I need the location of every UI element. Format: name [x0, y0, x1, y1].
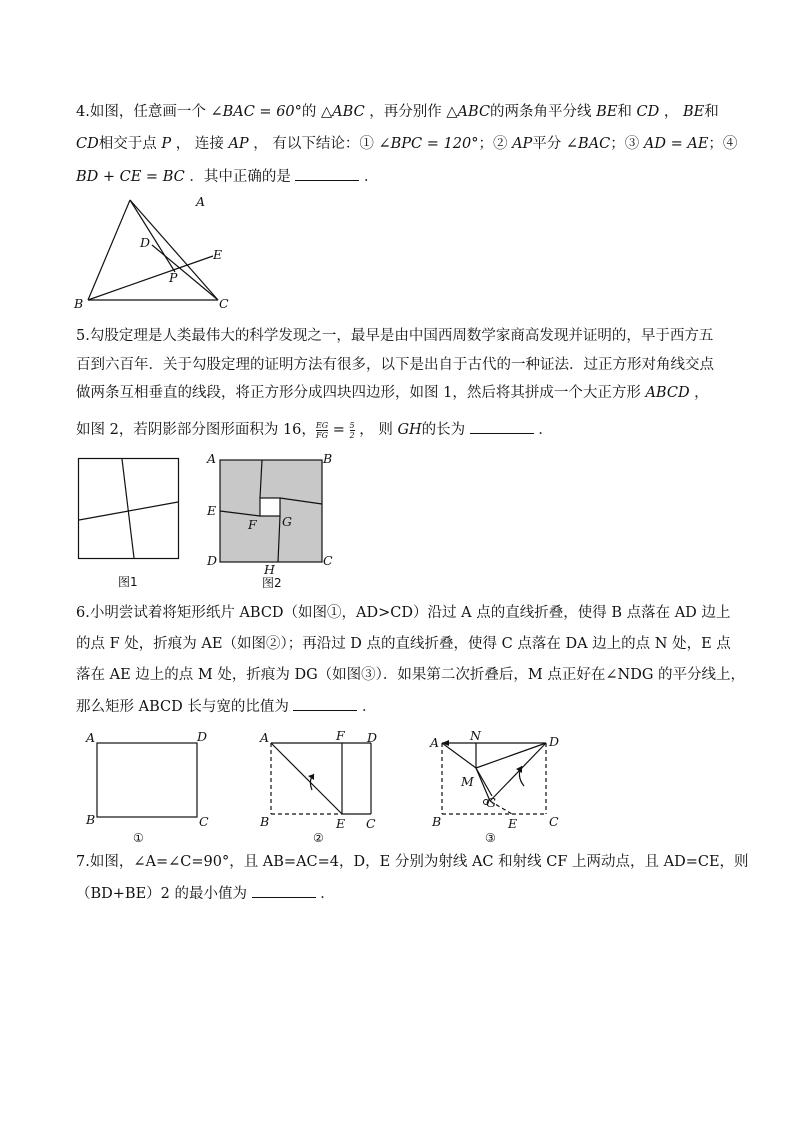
- label-e: E: [213, 247, 223, 262]
- segment-ap: [130, 200, 175, 272]
- q6-figure-2: [256, 728, 386, 846]
- q5-line-2: 百到六百年．关于勾股定理的证明方法有很多，以下是出自于古代的一种证法．过正方形对角线交点: [76, 357, 714, 373]
- q4-line-2: CD相交于点 P ， 连接 AP ， 有以下结论：① ∠BPC = 120°；② AP平分 ∠BAC；③ AD = AE；④: [76, 136, 738, 152]
- fig2-caption: ②: [313, 831, 324, 845]
- label-c: C: [549, 814, 559, 829]
- label-b: B: [323, 451, 333, 466]
- fraction-5-2: $\frac{5}{2}$: [349, 420, 355, 440]
- q6-figure-3: [430, 728, 570, 846]
- label-a: A: [196, 194, 206, 209]
- q6-line-4: 那么矩形 ABCD 长与宽的比值为 ．: [76, 696, 377, 717]
- label-d: D: [367, 730, 378, 745]
- fig1-caption: 图1: [118, 575, 138, 589]
- answer-blank-q4[interactable]: [295, 166, 359, 181]
- label-e: E: [207, 503, 217, 518]
- segment-be: [88, 256, 213, 300]
- label-g: G: [486, 795, 496, 810]
- label-c: C: [366, 816, 376, 831]
- label-a: A: [207, 451, 217, 466]
- answer-blank-q6[interactable]: [293, 696, 357, 711]
- segment-cd: [152, 245, 218, 300]
- answer-blank-q7[interactable]: [252, 883, 316, 898]
- label-f: F: [336, 728, 345, 743]
- q5-figure-1: [78, 458, 180, 593]
- label-f: F: [248, 517, 257, 532]
- q7-line-2: （BD+BE）2 的最小值为 ．: [76, 883, 335, 904]
- label-g: G: [282, 514, 292, 529]
- label-b: B: [74, 296, 84, 311]
- label-c: C: [323, 553, 333, 568]
- q6-line-1: 6.小明尝试着将矩形纸片 ABCD（如图①，AD>CD）沿过 A 点的直线折叠，使得 B 点落在 AD 边上: [76, 605, 731, 621]
- q4-triangle-figure: [70, 190, 230, 310]
- label-d: D: [197, 729, 208, 744]
- side-ab: [88, 200, 130, 300]
- q6-figure-1: [86, 728, 216, 846]
- q5-figure-2: [204, 452, 334, 593]
- label-m: M: [461, 774, 474, 789]
- label-e: E: [508, 816, 518, 831]
- q5-line-1: 5.勾股定理是人类最伟大的科学发现之一，最早是由中国西周数学家商高发现并证明的，早于西方五: [76, 328, 714, 344]
- label-e: E: [336, 816, 346, 831]
- q6-line-3: 落在 AE 边上的点 M 处，折痕为 DG（如图③）．如果第二次折叠后，M 点正好在∠NDG 的平分线上，: [76, 667, 746, 683]
- fig3-caption: ③: [485, 831, 496, 845]
- label-c: C: [219, 296, 229, 311]
- label-b: B: [260, 814, 270, 829]
- q4-line-3: BD + CE = BC ．其中正确的是 ．: [76, 166, 379, 187]
- label-d: D: [140, 235, 151, 250]
- label-p: P: [169, 270, 178, 285]
- q5-line-4: 如图 2，若阴影部分图形面积为 16， $\frac{EG}{FG}$ = $\frac{5}{2}$ ， 则 GH的长为 ．: [76, 420, 553, 440]
- side-ac: [130, 200, 218, 300]
- label-c: C: [199, 814, 209, 829]
- q5-line-3: 做两条互相垂直的线段，将正方形分成四块四边形，如图 1，然后将其拼成一个大正方形 ABCD ，: [76, 385, 709, 401]
- label-b: B: [432, 814, 442, 829]
- label-h: H: [264, 562, 275, 577]
- label-a: A: [260, 730, 270, 745]
- label-a: A: [430, 735, 440, 750]
- fraction-eg-fg: $\frac{EG}{FG}$: [315, 420, 329, 440]
- label-a: A: [86, 730, 96, 745]
- label-b: B: [86, 812, 96, 827]
- q6-line-2: 的点 F 处，折痕为 AE（如图②）；再沿过 D 点的直线折叠，使得 C 点落在 DA 边上的点 N 处，E 点: [76, 636, 731, 652]
- fig1-caption: ①: [133, 831, 144, 845]
- q7-line-1: 7.如图，∠A=∠C=90°，且 AB=AC=4，D，E 分别为射线 AC 和射线 CF 上两动点，且 AD=CE，则: [76, 854, 749, 870]
- label-d: D: [549, 734, 560, 749]
- label-n: N: [470, 728, 481, 743]
- answer-blank-q5[interactable]: [470, 419, 534, 434]
- q4-line-1: 4.如图，任意画一个 ∠BAC = 60°的 △ABC ，再分别作 △ABC的两条角平分线 BE和 CD ， BE和: [76, 104, 719, 120]
- label-d: D: [207, 553, 218, 568]
- fig2-caption: 图2: [262, 576, 282, 590]
